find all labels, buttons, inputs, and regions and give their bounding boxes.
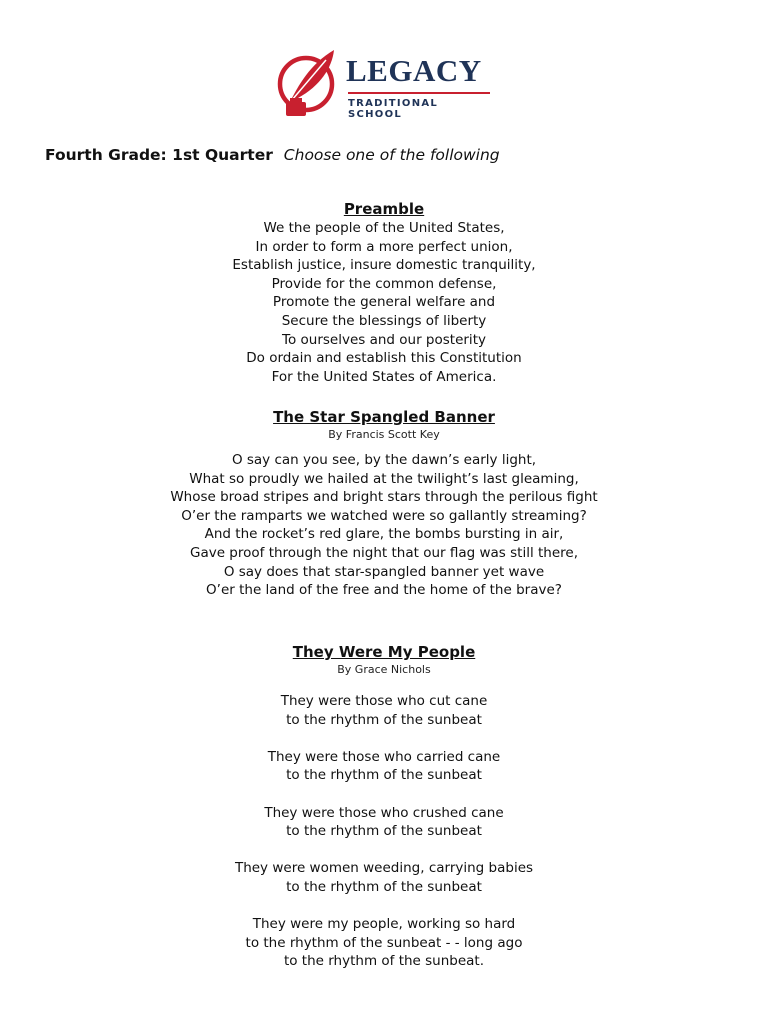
poem-line: They were my people, working so hard xyxy=(252,916,516,933)
section-title: Preamble xyxy=(343,200,425,218)
poem-line: In order to form a more perfect union, xyxy=(255,238,513,255)
poem-stanza xyxy=(0,748,768,785)
poem-line: O’er the land of the free and the home of the brave? xyxy=(206,582,562,599)
section-title: The Star Spangled Banner xyxy=(273,408,495,426)
poem-line: Establish justice, insure domestic tranquility, xyxy=(232,257,536,274)
poem-line: They were women weeding, carrying babies xyxy=(234,860,534,877)
poem-line: to the rhythm of the sunbeat xyxy=(286,767,482,784)
poem-lines xyxy=(0,451,768,600)
poem-stanza xyxy=(0,915,768,971)
poem-line: They were those who cut cane xyxy=(280,693,488,709)
poem-stanza xyxy=(0,692,768,729)
poem-lines xyxy=(0,219,768,386)
quill-and-inkwell-icon xyxy=(276,46,340,120)
poem-line: to the rhythm of the sunbeat xyxy=(286,878,482,895)
poem-line: And the rocket’s red glare, the bombs bursting in air, xyxy=(204,526,564,543)
section-byline: By Grace Nichols xyxy=(337,663,431,676)
logo-wordmark: LEGACY xyxy=(346,53,482,88)
poem-stanza xyxy=(0,859,768,896)
poem-line: They were those who crushed cane xyxy=(264,804,504,821)
star-spangled-banner-section xyxy=(0,407,768,600)
instruction-text: Choose one of the following xyxy=(283,146,500,164)
logo-divider xyxy=(348,92,490,94)
poem-line: to the rhythm of the sunbeat - - long ago xyxy=(245,934,523,951)
grade-quarter-label: Fourth Grade: 1st Quarter xyxy=(45,146,273,164)
preamble-section xyxy=(0,199,768,386)
poem-stanza xyxy=(0,804,768,841)
poem-line: Provide for the common defense, xyxy=(271,275,497,292)
poem-line: They were those who carried cane xyxy=(267,748,501,765)
section-title: They Were My People xyxy=(292,643,476,661)
poem-line: Secure the blessings of liberty xyxy=(281,312,487,329)
poem-line: Gave proof through the night that our flag was still there, xyxy=(189,544,579,561)
poem-line: O say can you see, by the dawn’s early light, xyxy=(231,452,537,468)
poem-line: to the rhythm of the sunbeat xyxy=(286,711,482,728)
poem-stanzas xyxy=(0,692,768,971)
poem-line: Whose broad stripes and bright stars through the perilous fight xyxy=(170,489,598,506)
school-logo xyxy=(276,46,496,120)
page-heading xyxy=(45,145,500,165)
poem-line: What so proudly we hailed at the twilight’s last gleaming, xyxy=(189,470,579,487)
poem-line: Do ordain and establish this Constitution xyxy=(246,350,522,367)
poem-line: O say does that star-spangled banner yet wave xyxy=(223,563,545,580)
logo-subtitle: TRADITIONAL SCHOOL xyxy=(348,98,439,120)
poem-line: to the rhythm of the sunbeat. xyxy=(283,953,485,970)
poem-line: We the people of the United States, xyxy=(263,220,505,236)
poem-line: To ourselves and our posterity xyxy=(282,331,486,348)
poem-line: to the rhythm of the sunbeat xyxy=(286,823,482,840)
they-were-my-people-section xyxy=(0,642,768,990)
poem-line: Promote the general welfare and xyxy=(272,294,496,311)
section-byline: By Francis Scott Key xyxy=(328,428,440,441)
poem-line: For the United States of America. xyxy=(271,368,497,385)
poem-line: O’er the ramparts we watched were so gallantly streaming? xyxy=(181,507,587,524)
